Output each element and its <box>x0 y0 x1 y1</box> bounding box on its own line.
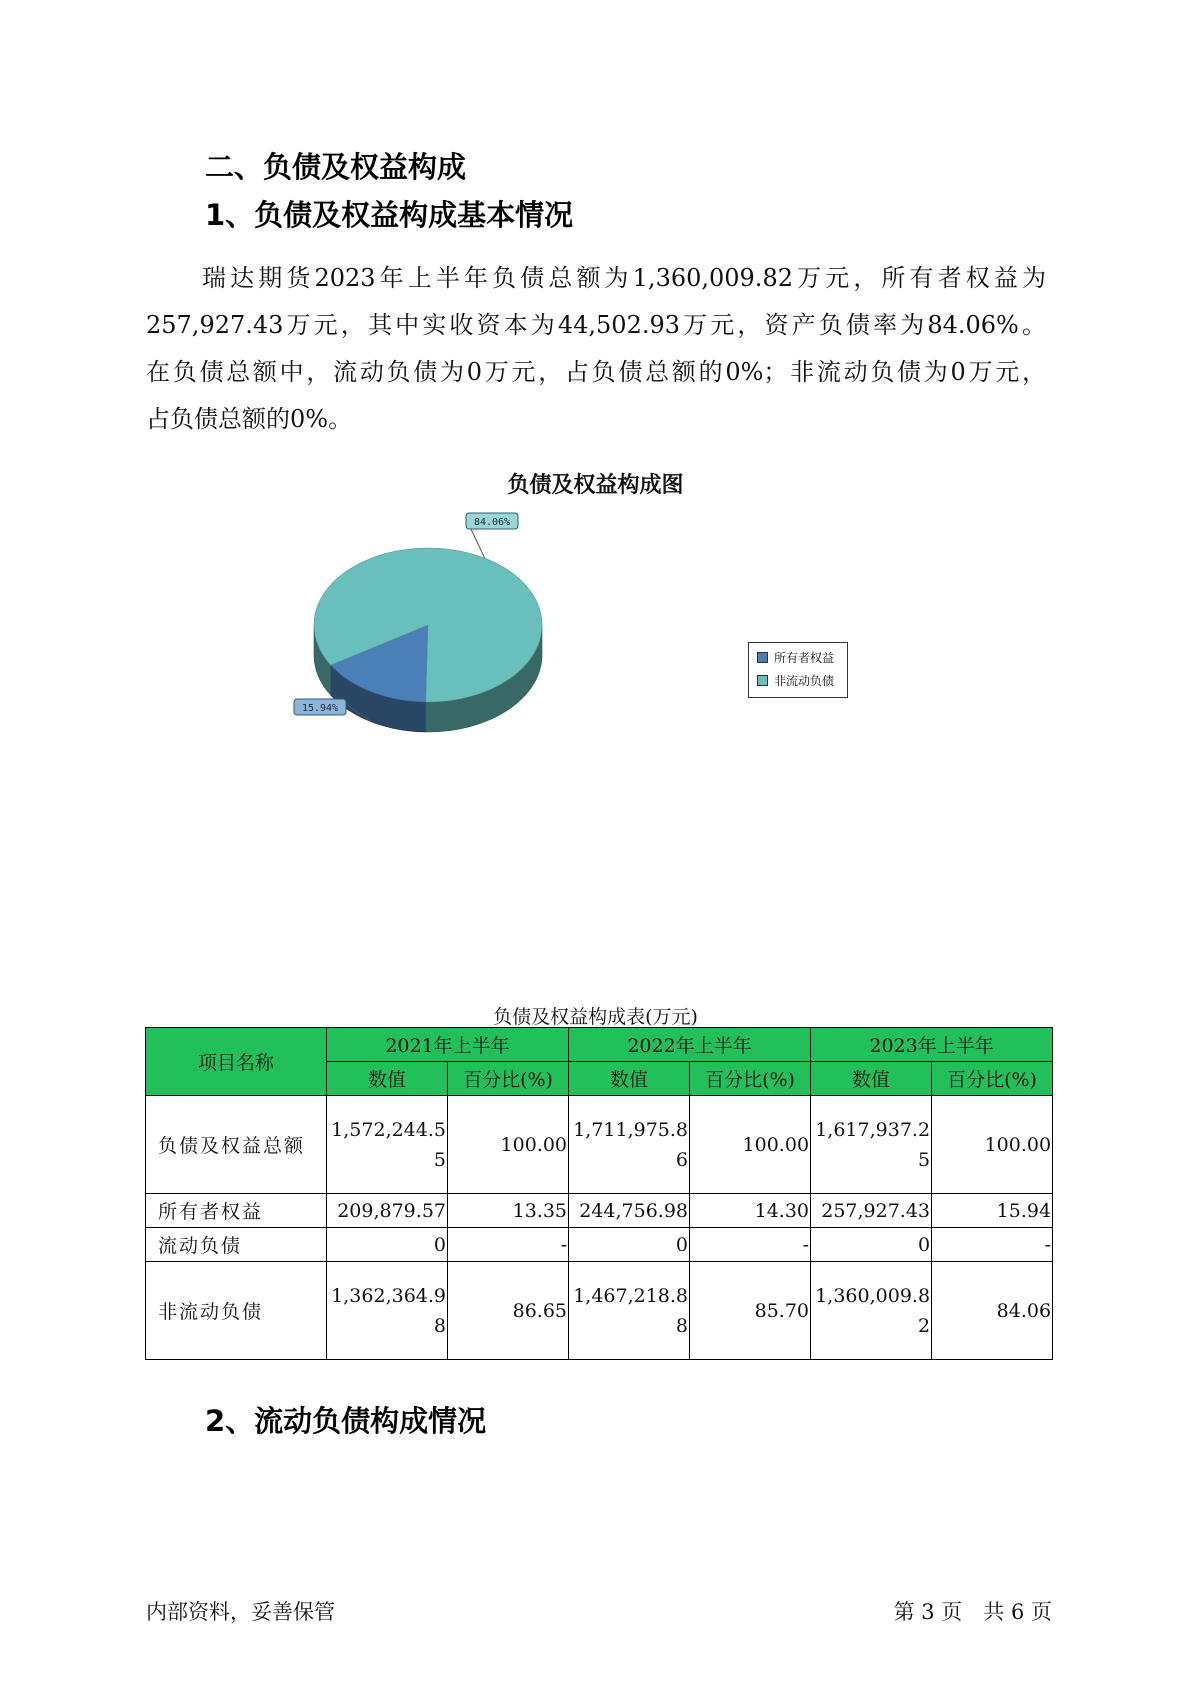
pie-chart <box>280 517 600 795</box>
data-label: 15.94% <box>301 703 339 714</box>
cell: - <box>690 1228 811 1262</box>
cell: 1,572,244.55 <box>327 1096 448 1194</box>
table-row <box>146 1228 1053 1262</box>
table-caption: 负债及权益构成表(万元) <box>493 1006 698 1028</box>
cell: 15.94 <box>932 1194 1053 1228</box>
chart-legend <box>748 642 848 698</box>
footer-page-number: 第 3 页 共 6 页 <box>893 1600 1052 1624</box>
cell: 257,927.43 <box>811 1194 932 1228</box>
cell: 100.00 <box>448 1096 569 1194</box>
legend-item <box>757 672 847 689</box>
cell: 100.00 <box>690 1096 811 1194</box>
cell: 1,360,009.82 <box>811 1262 932 1360</box>
header-item-name: 项目名称 <box>146 1028 327 1096</box>
table-row <box>146 1096 1053 1194</box>
cell: 86.65 <box>448 1262 569 1360</box>
header-percent: 百分比(%) <box>932 1062 1053 1096</box>
legend-swatch <box>757 652 768 663</box>
subsection-heading-2: 2、流动负债构成情况 <box>205 1404 487 1438</box>
paragraph-line: 在负债总额中，流动负债为0万元，占负债总额的0%；非流动负债为0万元， <box>146 358 1046 386</box>
row-label: 负债及权益总额 <box>146 1096 327 1194</box>
cell: 1,467,218.88 <box>569 1262 690 1360</box>
header-percent: 百分比(%) <box>690 1062 811 1096</box>
legend-item <box>757 649 847 666</box>
chart-title: 负债及权益构成图 <box>507 473 684 498</box>
row-label: 流动负债 <box>146 1228 327 1262</box>
header-percent: 百分比(%) <box>448 1062 569 1096</box>
pie-top <box>314 548 542 702</box>
cell: 13.35 <box>448 1194 569 1228</box>
composition-table <box>145 1027 1053 1360</box>
legend-label: 所有者权益 <box>774 651 835 665</box>
cell: 0 <box>811 1228 932 1262</box>
cell: 1,362,364.98 <box>327 1262 448 1360</box>
header-value: 数值 <box>327 1062 448 1096</box>
paragraph-line: 瑞达期货2023年上半年负债总额为1,360,009.82万元，所有者权益为 <box>202 264 1046 292</box>
cell: 244,756.98 <box>569 1194 690 1228</box>
cell: 85.70 <box>690 1262 811 1360</box>
cell: 0 <box>569 1228 690 1262</box>
cell: 0 <box>327 1228 448 1262</box>
cell: - <box>448 1228 569 1262</box>
data-label: 84.06% <box>473 517 511 528</box>
row-label: 非流动负债 <box>146 1262 327 1360</box>
cell: 1,711,975.86 <box>569 1096 690 1194</box>
table-row <box>146 1194 1053 1228</box>
header-period: 2023年上半年 <box>811 1028 1053 1062</box>
cell: 100.00 <box>932 1096 1053 1194</box>
cell: 14.30 <box>690 1194 811 1228</box>
table-row <box>146 1262 1053 1360</box>
cell: 84.06 <box>932 1262 1053 1360</box>
subsection-heading-1: 1、负债及权益构成基本情况 <box>205 198 574 232</box>
paragraph-line: 257,927.43万元，其中实收资本为44,502.93万元，资产负债率为84.06%。 <box>146 311 1046 339</box>
header-period: 2021年上半年 <box>327 1028 569 1062</box>
header-period: 2022年上半年 <box>569 1028 811 1062</box>
header-value: 数值 <box>811 1062 932 1096</box>
footer-confidential: 内部资料，妥善保管 <box>146 1600 335 1624</box>
cell: - <box>932 1228 1053 1262</box>
header-value: 数值 <box>569 1062 690 1096</box>
legend-swatch <box>757 675 768 686</box>
summary-paragraph <box>146 255 1046 443</box>
label-leader <box>470 527 485 558</box>
section-heading: 二、负债及权益构成 <box>205 150 467 184</box>
row-label: 所有者权益 <box>146 1194 327 1228</box>
legend-label: 非流动负债 <box>774 674 835 688</box>
cell: 1,617,937.25 <box>811 1096 932 1194</box>
cell: 209,879.57 <box>327 1194 448 1228</box>
paragraph-line: 占负债总额的0%。 <box>146 405 353 433</box>
